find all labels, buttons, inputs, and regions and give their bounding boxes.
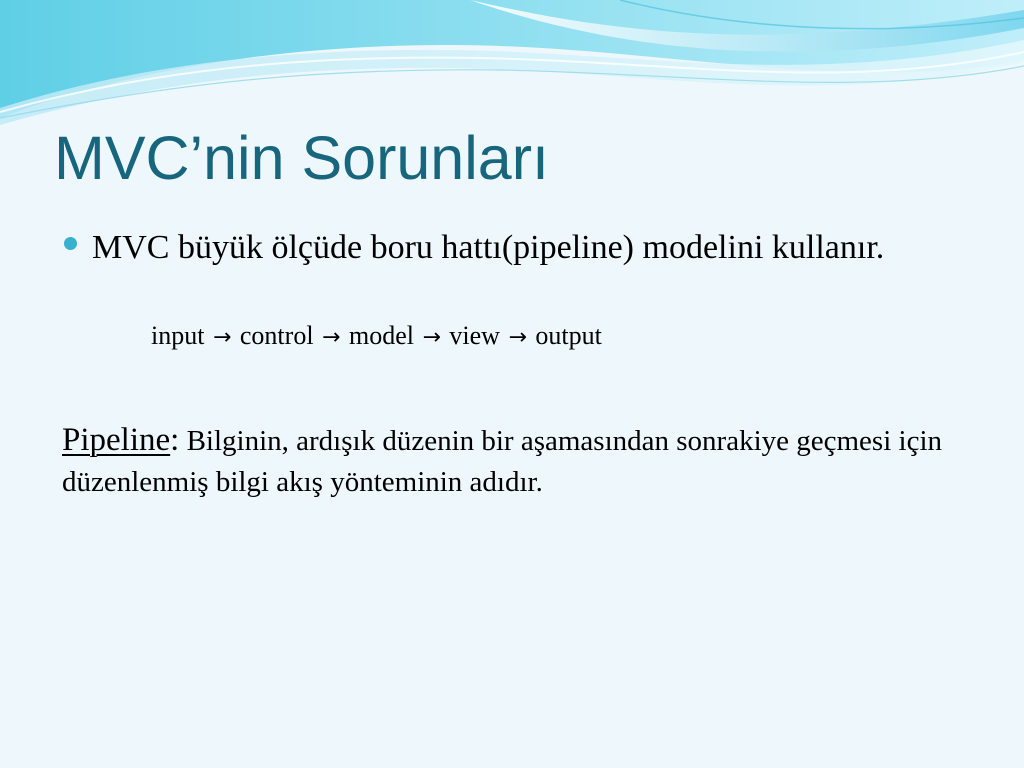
definition-colon: :	[170, 422, 180, 458]
bullet-item	[64, 226, 964, 270]
decorative-wave-header	[0, 0, 1024, 130]
flow-step-output: output	[535, 321, 602, 350]
flow-step-model: model	[348, 321, 414, 350]
definition-term: Pipeline	[62, 422, 171, 458]
arrow-right-icon: →	[322, 325, 341, 350]
flow-step-control: control	[239, 321, 314, 350]
pipeline-definition	[62, 420, 962, 503]
definition-text: Bilginin, ardışık düzenin bir aşamasından sonrakiye geçmesi için düzenlenmiş bilgi akış yönteminin adıdır.	[62, 425, 943, 498]
arrow-right-icon: →	[508, 325, 527, 350]
flow-step-input: input	[151, 321, 205, 350]
pipeline-flow	[151, 320, 602, 354]
slide-title: MVC’nin Sorunları	[54, 124, 549, 192]
bullet-dot-icon	[64, 237, 77, 250]
bullet-text: MVC büyük ölçüde boru hattı(pipeline) modelini kullanır.	[92, 229, 885, 266]
arrow-right-icon: →	[212, 325, 232, 350]
flow-step-view: view	[449, 321, 500, 350]
arrow-right-icon: →	[422, 325, 441, 350]
